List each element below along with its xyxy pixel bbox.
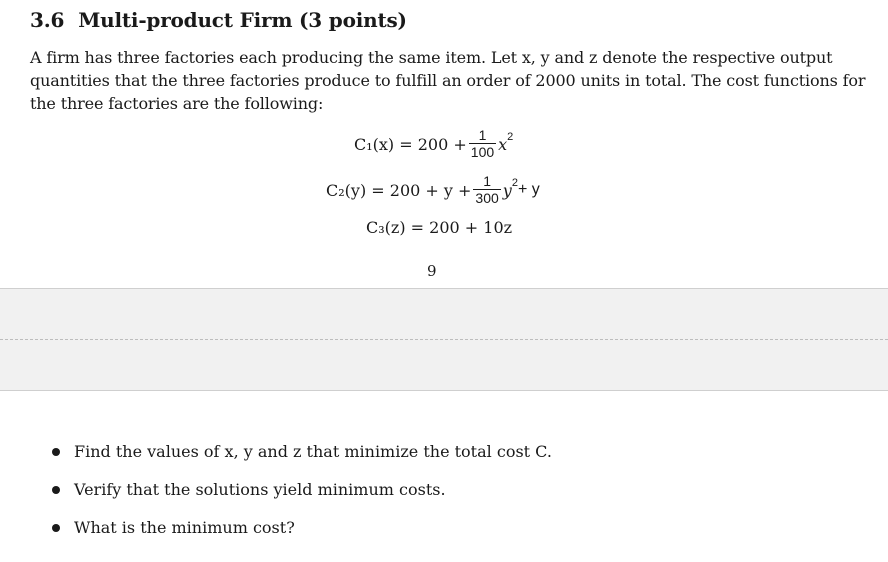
list-item-text: What is the minimum cost? [74,518,295,537]
list-item-text: Find the values of x, y and z that minimize the total cost C. [74,442,552,461]
equation-c1-exponent: 2 [507,131,514,143]
page-break-divider [0,339,888,340]
equation-c2-rest: + y [517,181,540,198]
equation-c1-numerator: 1 [478,127,487,143]
bullet-icon [52,486,60,494]
equation-c1-lhs: C₁(x) = 200 + [354,134,467,154]
equation-c2-fraction [473,174,500,206]
equation-c1-denominator: 100 [470,144,495,160]
equation-c2 [326,174,540,206]
equation-c2-lhs: C₂(y) = 200 + y + [326,180,472,200]
list-item [52,480,446,499]
list-item [52,442,552,461]
intro-line-2: quantities that the three factories produce to fulfill an order of 2000 units in total. The cost functions for [30,71,866,90]
intro-line-3: the three factories are the following: [30,94,324,113]
page-number: 9 [427,262,437,280]
equation-c3-lhs: C₃(z) = 200 + 10z [366,218,513,237]
list-item-text: Verify that the solutions yield minimum costs. [74,480,446,499]
bullet-icon [52,524,60,532]
equation-c3 [366,218,512,237]
cost-equations [0,0,888,260]
equation-c1-variable: x [498,134,508,154]
equation-c2-variable: y [502,180,512,200]
section-title: Multi-product Firm (3 points) [78,8,407,32]
bullet-icon [52,448,60,456]
list-item [52,518,295,537]
page-break-band [0,288,888,391]
section-number: 3.6 [30,8,65,32]
equation-c1-fraction [469,128,496,160]
equation-c2-denominator: 300 [475,190,499,206]
intro-line-1: A firm has three factories each producing the same item. Let x, y and z denote the respective output [30,48,833,67]
equation-c1 [354,128,513,160]
equation-c2-exponent: 2 [511,177,518,189]
equation-c2-numerator: 1 [483,173,491,189]
